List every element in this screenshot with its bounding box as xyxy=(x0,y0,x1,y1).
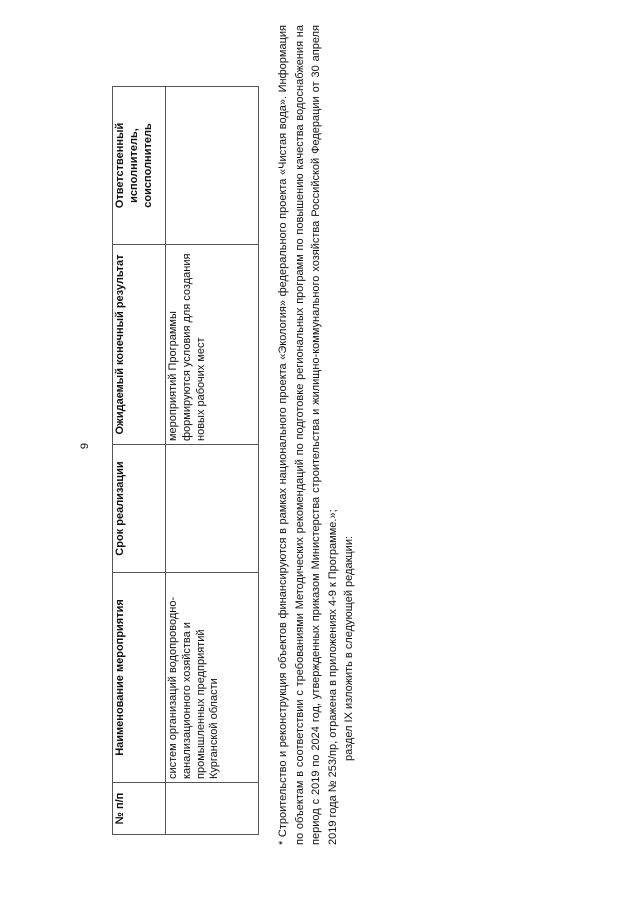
table-row xyxy=(166,87,259,835)
cell-deadline xyxy=(166,445,259,573)
cell-responsible xyxy=(166,87,259,245)
page-number: 9 xyxy=(79,442,92,450)
header-measure-name: Наименование мероприятия xyxy=(113,573,166,783)
footnote-text: * Строительство и реконструкция объектов финансируются в рамках национального проекта «Экология» федерального проекта «Чистая вода». Информация по объектам в соответствии с требованиями Методических рекомендаций по подготовке региональных программ по повышению качества водоснабжения на период с 2019 по 2024 год, утвержденных приказом Министерства строительства и жилищно-коммунального хозяйства Российской Федерации от 30 апреля 2019 года № 253/пр, отражена в приложениях 4-9 к Программе.»; xyxy=(277,25,339,845)
header-deadline: Срок реализации xyxy=(113,445,166,573)
footnote-block xyxy=(275,25,358,845)
cell-expected-result: мероприятий Программы формируются условия для создания новых рабочих мест xyxy=(166,245,259,445)
section-instruction: раздел IX изложить в следующей редакции: xyxy=(343,535,355,761)
header-expected-result: Ожидаемый конечный результат xyxy=(113,245,166,445)
header-number: № п/п xyxy=(113,783,166,835)
header-responsible: Ответственный исполнитель, соисполнитель xyxy=(113,87,166,245)
cell-measure-name: систем организаций водопроводно-канализационного хозяйства и промышленных предприятий Курганской области xyxy=(166,573,259,783)
table-header-row xyxy=(113,87,166,835)
measures-table xyxy=(112,86,259,835)
cell-number xyxy=(166,783,259,835)
